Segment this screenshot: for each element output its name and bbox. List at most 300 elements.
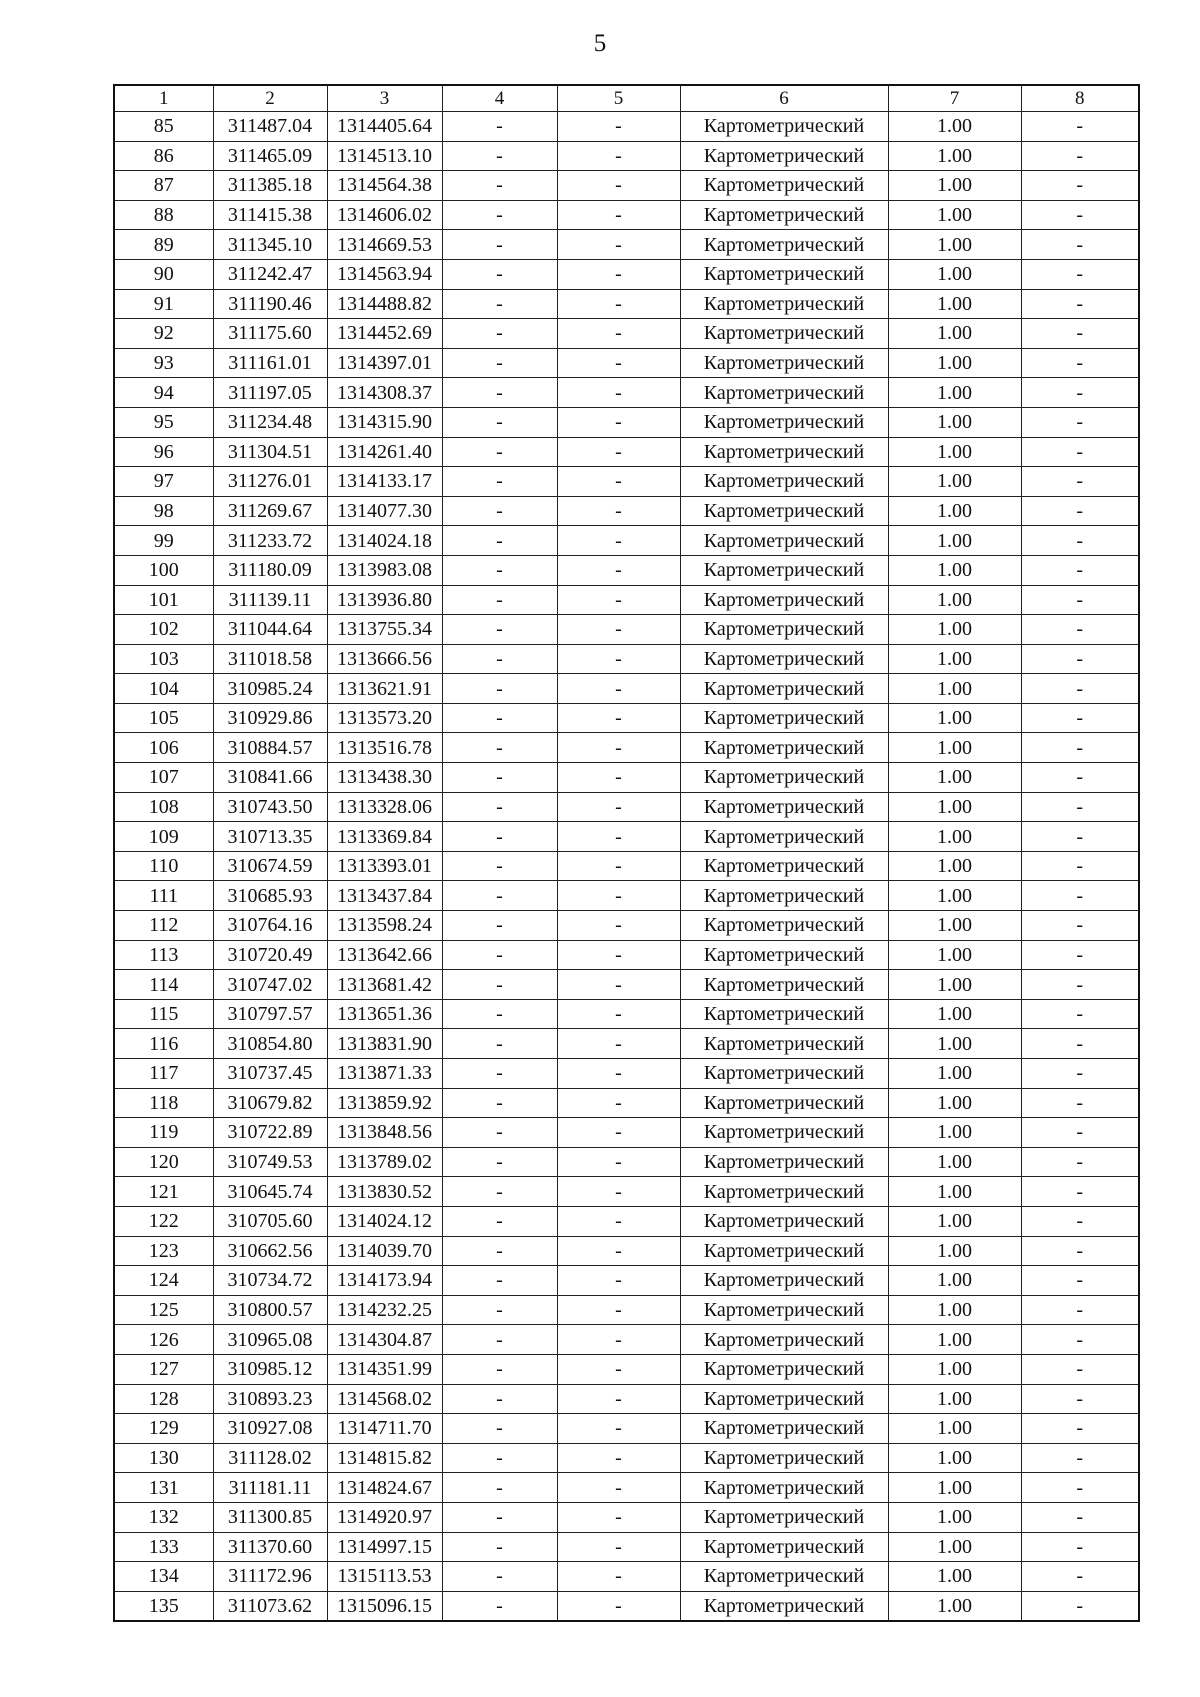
- table-cell: -: [1021, 792, 1139, 822]
- table-cell: 310927.08: [213, 1414, 327, 1444]
- table-cell: 1314920.97: [327, 1502, 442, 1532]
- table-cell: -: [442, 1591, 557, 1621]
- table-cell: 1.00: [888, 1532, 1021, 1562]
- table-cell: -: [442, 141, 557, 171]
- table-cell: -: [1021, 1147, 1139, 1177]
- table-cell: -: [557, 1325, 680, 1355]
- table-cell: 310893.23: [213, 1384, 327, 1414]
- table-cell: 311181.11: [213, 1473, 327, 1503]
- table-cell: -: [557, 319, 680, 349]
- table-cell: 1.00: [888, 555, 1021, 585]
- table-cell: -: [442, 1502, 557, 1532]
- table-cell: 93: [114, 348, 213, 378]
- table-cell: 311175.60: [213, 319, 327, 349]
- table-cell: -: [1021, 141, 1139, 171]
- table-cell: 115: [114, 999, 213, 1029]
- table-cell: 107: [114, 763, 213, 793]
- table-cell: Картометрический: [680, 319, 888, 349]
- table-cell: Картометрический: [680, 615, 888, 645]
- table-cell: -: [557, 467, 680, 497]
- table-cell: Картометрический: [680, 407, 888, 437]
- table-cell: -: [442, 1354, 557, 1384]
- table-row: [114, 733, 1139, 763]
- table-cell: 86: [114, 141, 213, 171]
- table-cell: 1314173.94: [327, 1266, 442, 1296]
- table-row: [114, 1295, 1139, 1325]
- table-cell: Картометрический: [680, 674, 888, 704]
- table-cell: 1.00: [888, 1325, 1021, 1355]
- table-cell: -: [442, 851, 557, 881]
- table-cell: -: [442, 1147, 557, 1177]
- table-cell: 1314711.70: [327, 1414, 442, 1444]
- table-cell: -: [557, 1443, 680, 1473]
- table-row: [114, 289, 1139, 319]
- table-cell: Картометрический: [680, 1325, 888, 1355]
- table-row: [114, 171, 1139, 201]
- table-cell: 311385.18: [213, 171, 327, 201]
- table-cell: -: [557, 1266, 680, 1296]
- table-cell: -: [1021, 911, 1139, 941]
- table-cell: 1314997.15: [327, 1532, 442, 1562]
- table-cell: 1315096.15: [327, 1591, 442, 1621]
- table-cell: 131: [114, 1473, 213, 1503]
- table-cell: 1313516.78: [327, 733, 442, 763]
- table-row: [114, 1059, 1139, 1089]
- table-row: [114, 1177, 1139, 1207]
- column-header: 4: [442, 85, 557, 112]
- table-cell: -: [1021, 763, 1139, 793]
- table-cell: Картометрический: [680, 1354, 888, 1384]
- table-cell: 1.00: [888, 496, 1021, 526]
- table-cell: -: [557, 555, 680, 585]
- table-cell: -: [557, 496, 680, 526]
- table-cell: 1314488.82: [327, 289, 442, 319]
- table-cell: -: [442, 1088, 557, 1118]
- column-header: 2: [213, 85, 327, 112]
- table-cell: -: [1021, 1177, 1139, 1207]
- table-cell: Картометрический: [680, 289, 888, 319]
- table-cell: Картометрический: [680, 1295, 888, 1325]
- table-cell: -: [557, 999, 680, 1029]
- table-cell: 310929.86: [213, 703, 327, 733]
- table-cell: -: [1021, 496, 1139, 526]
- table-cell: -: [557, 703, 680, 733]
- table-cell: 311234.48: [213, 407, 327, 437]
- table-cell: -: [557, 792, 680, 822]
- table-cell: 311180.09: [213, 555, 327, 585]
- table-cell: -: [1021, 1591, 1139, 1621]
- table-cell: -: [557, 1029, 680, 1059]
- table-cell: 1.00: [888, 585, 1021, 615]
- table-cell: Картометрический: [680, 1414, 888, 1444]
- table-cell: -: [557, 259, 680, 289]
- table-cell: 311172.96: [213, 1562, 327, 1592]
- table-cell: 1.00: [888, 1295, 1021, 1325]
- column-header: 3: [327, 85, 442, 112]
- table-cell: Картометрический: [680, 940, 888, 970]
- table-cell: -: [1021, 733, 1139, 763]
- table-cell: -: [557, 1295, 680, 1325]
- table-cell: 1313369.84: [327, 822, 442, 852]
- table-cell: Картометрический: [680, 1236, 888, 1266]
- table-cell: -: [442, 644, 557, 674]
- table-cell: -: [1021, 1532, 1139, 1562]
- table-cell: Картометрический: [680, 1562, 888, 1592]
- table-row: [114, 1473, 1139, 1503]
- table-cell: 1314564.38: [327, 171, 442, 201]
- table-cell: 119: [114, 1118, 213, 1148]
- table-cell: 1.00: [888, 911, 1021, 941]
- coordinates-table: [113, 84, 1140, 1622]
- table-cell: -: [557, 437, 680, 467]
- table-cell: -: [1021, 555, 1139, 585]
- table-cell: 1.00: [888, 526, 1021, 556]
- table-cell: Картометрический: [680, 1088, 888, 1118]
- table-row: [114, 1266, 1139, 1296]
- table-cell: -: [1021, 348, 1139, 378]
- table-row: [114, 911, 1139, 941]
- table-row: [114, 822, 1139, 852]
- table-cell: -: [1021, 319, 1139, 349]
- table-cell: -: [1021, 378, 1139, 408]
- table-cell: Картометрический: [680, 911, 888, 941]
- table-cell: 311465.09: [213, 141, 327, 171]
- table-row: [114, 1384, 1139, 1414]
- table-cell: 1314513.10: [327, 141, 442, 171]
- table-cell: 132: [114, 1502, 213, 1532]
- table-cell: Картометрический: [680, 1266, 888, 1296]
- table-cell: 1.00: [888, 703, 1021, 733]
- table-cell: 1314568.02: [327, 1384, 442, 1414]
- table-cell: Картометрический: [680, 733, 888, 763]
- column-header: 5: [557, 85, 680, 112]
- table-row: [114, 1118, 1139, 1148]
- table-cell: -: [1021, 1118, 1139, 1148]
- table-cell: 1.00: [888, 881, 1021, 911]
- table-cell: 127: [114, 1354, 213, 1384]
- table-cell: -: [557, 881, 680, 911]
- table-cell: -: [557, 1177, 680, 1207]
- table-cell: 1.00: [888, 733, 1021, 763]
- table-row: [114, 1206, 1139, 1236]
- table-cell: 1.00: [888, 615, 1021, 645]
- table-row: [114, 940, 1139, 970]
- table-cell: 1.00: [888, 112, 1021, 142]
- table-cell: -: [442, 733, 557, 763]
- table-cell: -: [1021, 1325, 1139, 1355]
- table-cell: -: [1021, 1354, 1139, 1384]
- table-cell: 91: [114, 289, 213, 319]
- table-cell: 117: [114, 1059, 213, 1089]
- table-cell: 1313642.66: [327, 940, 442, 970]
- table-cell: 310705.60: [213, 1206, 327, 1236]
- table-cell: 1313936.80: [327, 585, 442, 615]
- table-cell: 1.00: [888, 467, 1021, 497]
- table-cell: 1313651.36: [327, 999, 442, 1029]
- table-cell: 311197.05: [213, 378, 327, 408]
- table-cell: 106: [114, 733, 213, 763]
- table-cell: -: [557, 615, 680, 645]
- table-cell: -: [442, 674, 557, 704]
- table-cell: -: [442, 1384, 557, 1414]
- column-header: 8: [1021, 85, 1139, 112]
- table-cell: -: [442, 259, 557, 289]
- table-cell: 1313681.42: [327, 970, 442, 1000]
- table-cell: -: [442, 1562, 557, 1592]
- table-cell: 125: [114, 1295, 213, 1325]
- table-cell: -: [1021, 1206, 1139, 1236]
- table-cell: 310737.45: [213, 1059, 327, 1089]
- table-cell: 310685.93: [213, 881, 327, 911]
- table-cell: Картометрический: [680, 703, 888, 733]
- table-cell: 114: [114, 970, 213, 1000]
- table-cell: 126: [114, 1325, 213, 1355]
- table-cell: 102: [114, 615, 213, 645]
- table-cell: 101: [114, 585, 213, 615]
- table-row: [114, 674, 1139, 704]
- table-cell: 88: [114, 200, 213, 230]
- table-cell: 123: [114, 1236, 213, 1266]
- table-row: [114, 1325, 1139, 1355]
- table-cell: 1314308.37: [327, 378, 442, 408]
- table-cell: -: [442, 881, 557, 911]
- table-cell: -: [442, 319, 557, 349]
- table-cell: Картометрический: [680, 141, 888, 171]
- table-cell: -: [557, 1532, 680, 1562]
- table-cell: -: [442, 1414, 557, 1444]
- table-cell: -: [442, 200, 557, 230]
- table-cell: -: [1021, 615, 1139, 645]
- table-row: [114, 585, 1139, 615]
- table-cell: 310679.82: [213, 1088, 327, 1118]
- table-cell: 1314315.90: [327, 407, 442, 437]
- table-row: [114, 200, 1139, 230]
- table-cell: -: [1021, 970, 1139, 1000]
- table-cell: -: [1021, 1473, 1139, 1503]
- table-cell: Картометрический: [680, 526, 888, 556]
- table-cell: 310841.66: [213, 763, 327, 793]
- table-cell: -: [557, 1147, 680, 1177]
- table-cell: 1.00: [888, 1236, 1021, 1266]
- table-cell: Картометрический: [680, 1591, 888, 1621]
- table-cell: Картометрический: [680, 1502, 888, 1532]
- table-cell: 90: [114, 259, 213, 289]
- table-cell: -: [1021, 200, 1139, 230]
- table-cell: 129: [114, 1414, 213, 1444]
- table-cell: -: [1021, 822, 1139, 852]
- table-cell: -: [557, 171, 680, 201]
- table-cell: 310662.56: [213, 1236, 327, 1266]
- table-cell: Картометрический: [680, 1177, 888, 1207]
- table-cell: 1313755.34: [327, 615, 442, 645]
- table-cell: 1.00: [888, 200, 1021, 230]
- page-number: 5: [593, 30, 607, 57]
- table-cell: 108: [114, 792, 213, 822]
- table-cell: 311269.67: [213, 496, 327, 526]
- table-cell: -: [557, 1118, 680, 1148]
- table-row: [114, 496, 1139, 526]
- table-row: [114, 141, 1139, 171]
- table-cell: 1313830.52: [327, 1177, 442, 1207]
- table-row: [114, 851, 1139, 881]
- table-cell: 310965.08: [213, 1325, 327, 1355]
- table-cell: 1.00: [888, 940, 1021, 970]
- table-cell: 1313871.33: [327, 1059, 442, 1089]
- table-cell: -: [1021, 1266, 1139, 1296]
- table-cell: 1314077.30: [327, 496, 442, 526]
- table-cell: Картометрический: [680, 1029, 888, 1059]
- table-cell: 311044.64: [213, 615, 327, 645]
- table-cell: 122: [114, 1206, 213, 1236]
- table-cell: Картометрический: [680, 1532, 888, 1562]
- table-cell: 1.00: [888, 1118, 1021, 1148]
- table-cell: -: [557, 733, 680, 763]
- table-cell: 1.00: [888, 1088, 1021, 1118]
- table-cell: 311161.01: [213, 348, 327, 378]
- table-cell: -: [557, 1236, 680, 1266]
- table-cell: -: [557, 407, 680, 437]
- table-cell: Картометрический: [680, 822, 888, 852]
- table-body: [114, 112, 1139, 1622]
- table-cell: 1.00: [888, 1473, 1021, 1503]
- table-cell: 1313831.90: [327, 1029, 442, 1059]
- column-header: 6: [680, 85, 888, 112]
- table-row: [114, 644, 1139, 674]
- table-cell: Картометрический: [680, 970, 888, 1000]
- table-cell: -: [557, 1384, 680, 1414]
- table-cell: -: [557, 348, 680, 378]
- header-row: [114, 85, 1139, 112]
- table-cell: -: [1021, 171, 1139, 201]
- table-cell: -: [1021, 407, 1139, 437]
- table-cell: -: [557, 378, 680, 408]
- table-cell: -: [557, 1059, 680, 1089]
- table-cell: 1314563.94: [327, 259, 442, 289]
- table-row: [114, 526, 1139, 556]
- table-cell: 113: [114, 940, 213, 970]
- table-cell: -: [557, 1562, 680, 1592]
- table-cell: 310985.12: [213, 1354, 327, 1384]
- table-cell: 310674.59: [213, 851, 327, 881]
- table-cell: -: [442, 1473, 557, 1503]
- table-cell: 1313438.30: [327, 763, 442, 793]
- table-cell: -: [557, 1591, 680, 1621]
- table-cell: 1314351.99: [327, 1354, 442, 1384]
- table-cell: 124: [114, 1266, 213, 1296]
- table-cell: 310764.16: [213, 911, 327, 941]
- table-cell: 1313789.02: [327, 1147, 442, 1177]
- table-cell: Картометрический: [680, 555, 888, 585]
- table-cell: 1.00: [888, 437, 1021, 467]
- table-cell: 1.00: [888, 1443, 1021, 1473]
- table-cell: -: [442, 703, 557, 733]
- table-cell: 1.00: [888, 1029, 1021, 1059]
- table-cell: Картометрический: [680, 230, 888, 260]
- table-cell: 1.00: [888, 851, 1021, 881]
- table-cell: 310854.80: [213, 1029, 327, 1059]
- table-cell: 1.00: [888, 289, 1021, 319]
- table-row: [114, 970, 1139, 1000]
- table-cell: 1.00: [888, 792, 1021, 822]
- table-cell: 311345.10: [213, 230, 327, 260]
- table-row: [114, 1443, 1139, 1473]
- table-cell: 1.00: [888, 259, 1021, 289]
- table-cell: -: [1021, 644, 1139, 674]
- table-cell: 1.00: [888, 319, 1021, 349]
- table-cell: -: [557, 1088, 680, 1118]
- table-cell: -: [1021, 1502, 1139, 1532]
- table-cell: -: [442, 1206, 557, 1236]
- table-cell: -: [442, 911, 557, 941]
- table-cell: 1313983.08: [327, 555, 442, 585]
- table-cell: 1313848.56: [327, 1118, 442, 1148]
- table-cell: 130: [114, 1443, 213, 1473]
- table-cell: -: [442, 526, 557, 556]
- table-cell: 103: [114, 644, 213, 674]
- table-cell: 112: [114, 911, 213, 941]
- table-cell: 118: [114, 1088, 213, 1118]
- column-header: 7: [888, 85, 1021, 112]
- table-cell: 1313328.06: [327, 792, 442, 822]
- table-cell: -: [557, 526, 680, 556]
- table-cell: 98: [114, 496, 213, 526]
- table-cell: 1.00: [888, 1354, 1021, 1384]
- table-cell: -: [442, 585, 557, 615]
- table-cell: 311304.51: [213, 437, 327, 467]
- table-cell: 311233.72: [213, 526, 327, 556]
- table-cell: 1.00: [888, 1384, 1021, 1414]
- table-row: [114, 319, 1139, 349]
- table-cell: -: [1021, 1295, 1139, 1325]
- table-cell: 1314024.18: [327, 526, 442, 556]
- table-cell: -: [1021, 1443, 1139, 1473]
- table-cell: -: [442, 1532, 557, 1562]
- table-row: [114, 1532, 1139, 1562]
- table-cell: 1313621.91: [327, 674, 442, 704]
- table-cell: 311370.60: [213, 1532, 327, 1562]
- table-cell: 105: [114, 703, 213, 733]
- table-cell: -: [1021, 674, 1139, 704]
- table-cell: Картометрический: [680, 999, 888, 1029]
- table-cell: -: [442, 378, 557, 408]
- table-cell: 134: [114, 1562, 213, 1592]
- table-row: [114, 999, 1139, 1029]
- table-cell: Картометрический: [680, 437, 888, 467]
- table-cell: 1314232.25: [327, 1295, 442, 1325]
- table-cell: -: [1021, 940, 1139, 970]
- table-row: [114, 881, 1139, 911]
- table-cell: Картометрический: [680, 496, 888, 526]
- table-cell: -: [557, 970, 680, 1000]
- table-row: [114, 378, 1139, 408]
- table-cell: 1.00: [888, 999, 1021, 1029]
- table-cell: Картометрический: [680, 1443, 888, 1473]
- table-cell: -: [442, 1029, 557, 1059]
- table-row: [114, 230, 1139, 260]
- table-cell: -: [557, 940, 680, 970]
- table-cell: -: [557, 1414, 680, 1444]
- table-cell: 310747.02: [213, 970, 327, 1000]
- table-row: [114, 112, 1139, 142]
- table-cell: 1314133.17: [327, 467, 442, 497]
- table-cell: 87: [114, 171, 213, 201]
- table-cell: -: [442, 289, 557, 319]
- table-cell: 1314039.70: [327, 1236, 442, 1266]
- table-cell: 1313598.24: [327, 911, 442, 941]
- table-cell: 1.00: [888, 1562, 1021, 1592]
- table-cell: 1.00: [888, 1147, 1021, 1177]
- table-cell: -: [557, 851, 680, 881]
